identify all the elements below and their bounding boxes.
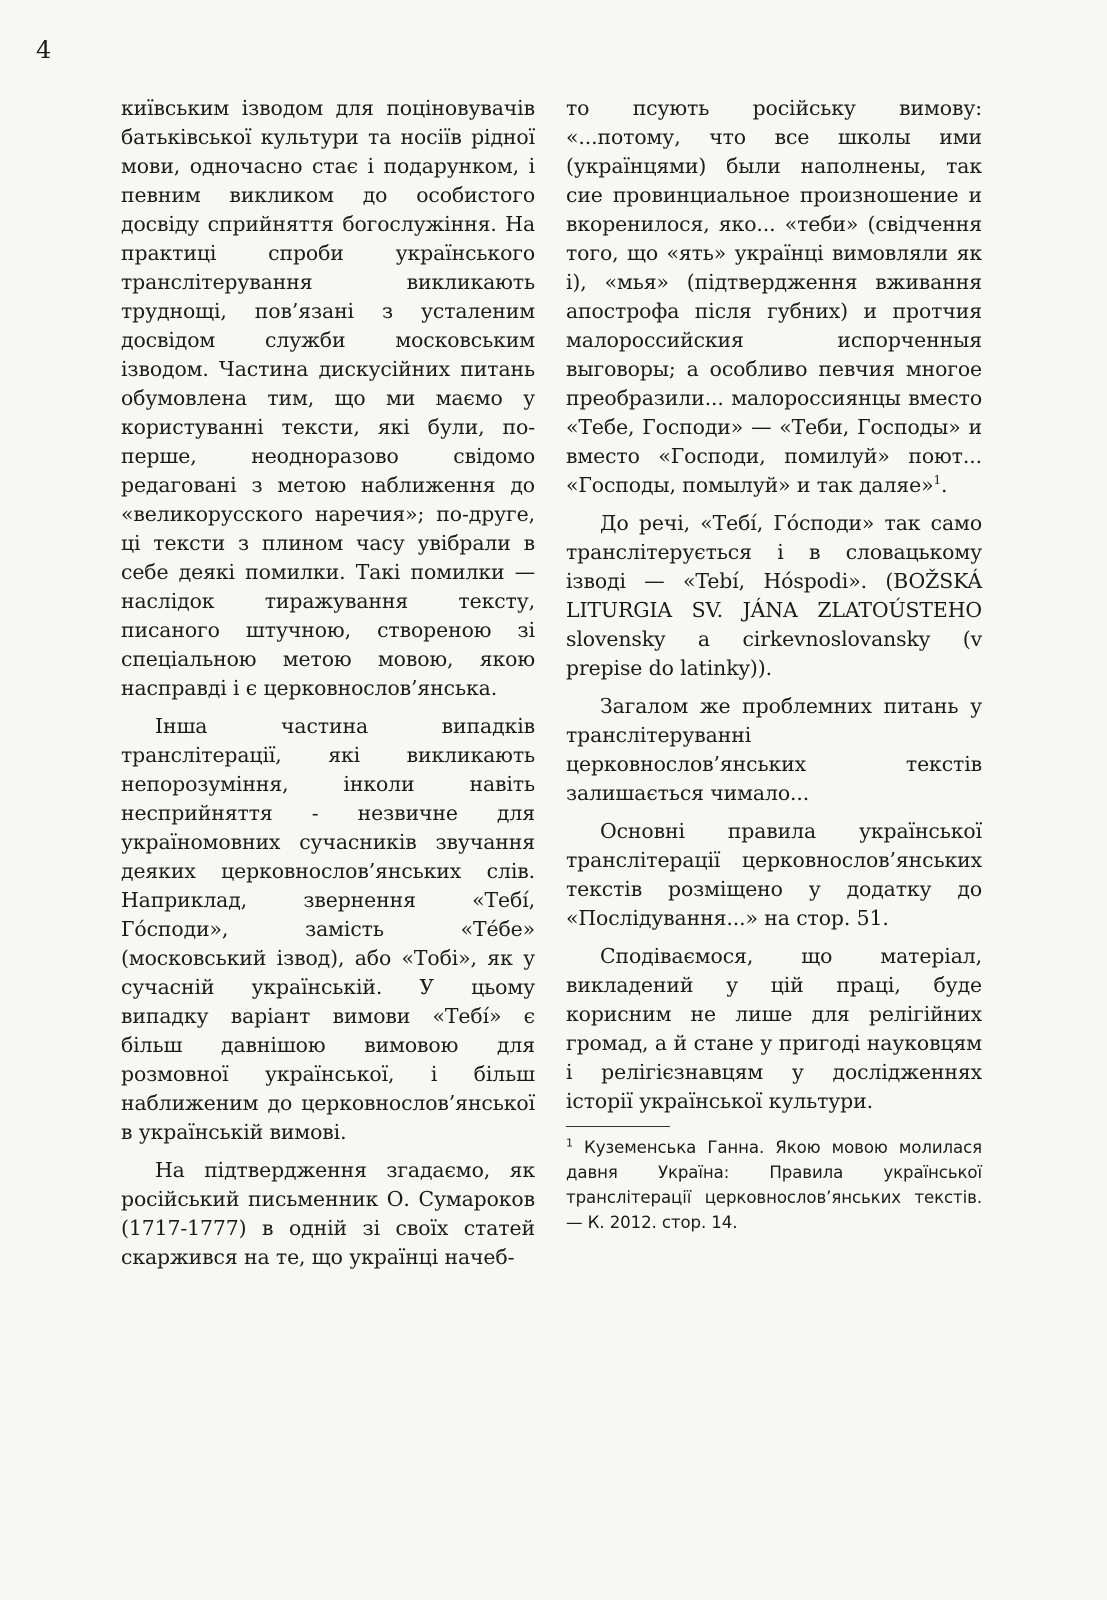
paragraph: Сподіваємося, що матеріал, викладений у цій праці, буде корисним не лише для релігійних громад, а й стане у пригоді науковцям і релігієзнавцям у дослідженнях історії української культури. bbox=[566, 944, 982, 1113]
paragraph-text: то псують російську вимову: «...потому, что все школы ими (українцями) были наполнены, так сие провинциальное произношение и вкоренилося, яко... «теби» (свідчення того, що «ять» українці вимовляли як і), «мья» (підтвердження вживання апострофа після губних) и протчия малороссийския испорченныя выговоры; а особливо певчия многое преобразили... малороссиянцы вместо «Тебе, Господи» — «Теби, Господы» и вместо «Господи, помилуй» поют... «Господы, помылуй» и так даляе» bbox=[566, 96, 982, 497]
paragraph bbox=[566, 94, 982, 500]
paragraph: київським ізводом для поціновувачів батьківської культури та носіїв рідної мови, одночасно стає і подарунком, і певним викликом до особистого досвіду сприйняття богослужіння. На практиці спроби українського транслітерування викликають труднощі, пов’язані з усталеним досвідом служби московським ізводом. Частина дискусійних питань обумовлена тим, що ми маємо у користуванні тексти, які були, по-перше, неодноразово свідомо редаговані з метою наближення до «великорусского наречия»; по-друге, ці тексти з плином часу увібрали в себе деякі помилки. Такі помилки — наслідок тиражування тексту, писаного штучною, створеною зі спеціальною метою мовою, якою насправді і є церковнослов’янська. bbox=[121, 96, 535, 700]
footnote-text: Куземенська Ганна. Якою мовою молилася давня Україна: Правила української транслітерації церковнослов’янських текстів. — К. 2012. стор. 14. bbox=[566, 1138, 982, 1232]
page-number: 4 bbox=[36, 36, 52, 64]
paragraph: На підтвердження згадаємо, як російський письменник О. Сумароков (1717-1777) в одній зі своїх статей скаржився на те, що українці начеб- bbox=[121, 1158, 535, 1269]
footnote-reference[interactable]: 1 bbox=[933, 473, 941, 488]
footnote-divider bbox=[566, 1126, 670, 1127]
paragraph-end: . bbox=[941, 473, 948, 497]
footnote bbox=[566, 1135, 982, 1235]
footnote-number: 1 bbox=[566, 1136, 573, 1150]
left-column bbox=[121, 94, 535, 1281]
paragraph: Інша частина випадків транслітерації, які викликають непорозуміння, інколи навіть несприйняття - незвичне для україномовних сучасників звучання деяких церковнослов’янських слів. Наприклад, звернення «Тебі́, Го́споди», замість «Те́бе» (московський ізвод), або «Тобі», як у сучасній українській. У цьому випадку варіант вимови «Тебі́» є більш давнішою вимовою для розмовної української, і більш наближеним до церковнослов’янської в українській вимові. bbox=[121, 714, 535, 1144]
paragraph: Загалом же проблемних питань у транслітеруванні церковнослов’янських текстів залишається чимало... bbox=[566, 694, 982, 805]
paragraph: До речі, «Тебі́, Го́споди» так само транслітерується і в словацькому ізводі — «Tebí, Hóspodi». (BOŽSKÁ LITURGIA SV. JÁNA ZLATOÚSTEHO slovensky a cirkevnoslovansky (v prepise do latinky)). bbox=[566, 511, 982, 680]
right-column bbox=[566, 94, 982, 1244]
paragraph: Основні правила української транслітерації церковнослов’янських текстів розміщено у додатку до «Послідування...» на стор. 51. bbox=[566, 819, 982, 930]
